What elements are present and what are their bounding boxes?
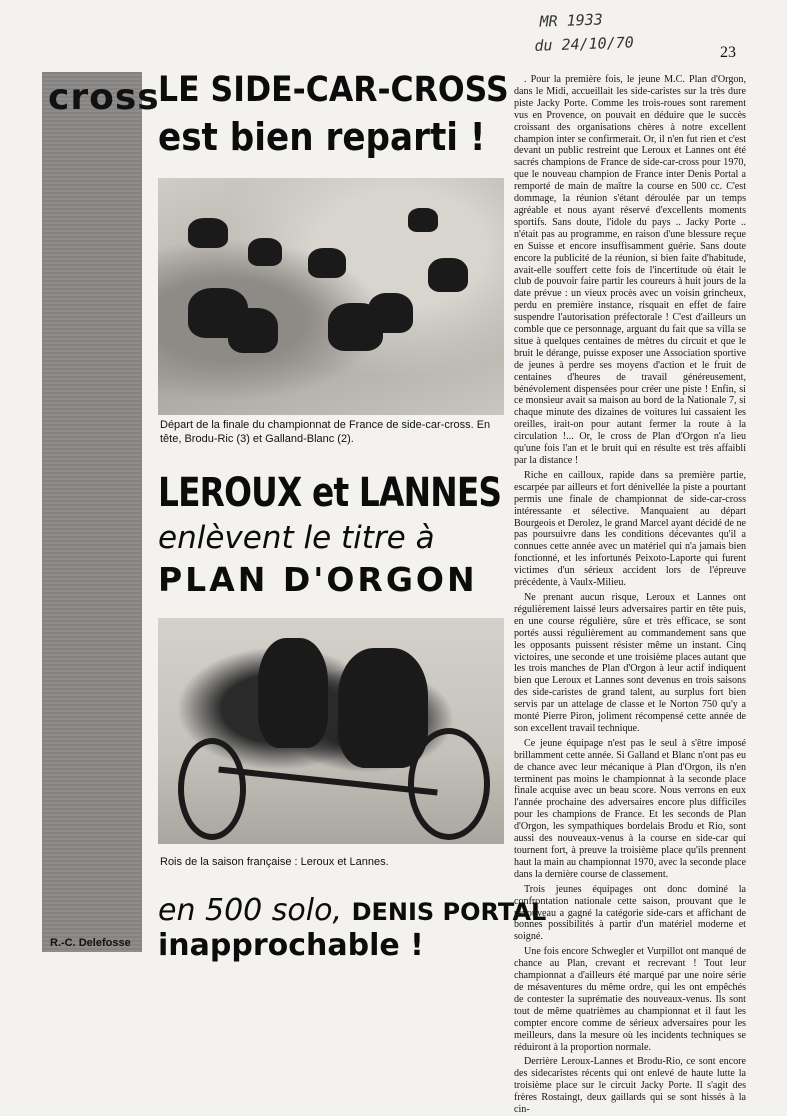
champions-sidecar-photo (158, 618, 504, 844)
headline-3-bold: DENIS PORTAL (351, 898, 547, 926)
photo-credit: R.-C. Delefosse (50, 937, 131, 949)
headline-2-line-1: LEROUX et LANNES (158, 470, 502, 516)
headline-2-line-2: enlèvent le titre à (158, 520, 435, 556)
photo-2-caption: Rois de la saison française : Leroux et Lannes. (160, 856, 389, 868)
headline-3-line-2: inapprochable ! (158, 928, 424, 963)
article-paragraph: Derrière Leroux-Lannes et Brodu-Rio, ce sont encore des sidecaristes récents qui ont enlevé de haute lutte la troisième place sur le circuit Jacky Porte. Il s'agit des frères Rostaingt, deux gaillards qui se sont hissés à la cin- (514, 1056, 746, 1116)
section-strip (42, 72, 142, 952)
article-paragraph: . Pour la première fois, le jeune M.C. Plan d'Orgon, dans le Midi, accueillait les side-caristes sur la très dure piste Jacky Porte. Comme les trois-roues sont rarement vus en Provence, on pouvait en déduire que le succès croissant des organisations chères à notre excellent champion inter se confirmerait. Or, il n'en fut rien et c'est devant un public restreint que Leroux et Lannes ont été sacrés champions de France de side-car-cross pour 1970, que le nouveau champion de France inter Denis Portal a remporté de main de maître la course en 500 cc. C'est dommage, la réunion s'étant déroulée par un temps agréable et nous ayant réservé d'excellents moments sportifs. Sans doute, l'idole du pays .. Jacky Porte .. n'était pas au programme, en raison d'une blessure reçue en Suisse et encore insuffisamment guérie. Sans doute encore la publicité de la réunion, si bien faite d'habitude, avait-elle souffert cette fois de l'incertitude où était le club de pouvoir faire partir les coureurs à huit jours de la date prévue : un vieux procès avec un voisin grincheux, perdu en première instance, risquait en effet de faire suspendre l'autorisation préfectorale ! C'est d'ailleurs un comble que ce personnage, arguant du fait que sa villa se situe à quelques centaines de mètres du circuit et que le bruit le dérange, puisse exposer une Association sportive de jeunes à perdre ses moyens d'action et le fruit de centaines d'heures de travail généreusement, bénévolement dispensées pour créer une piste ! Enfin, si ce monsieur avait sa maison au bord de la Nationale 7, si chaque minute des dizaines de voitures lui cassaient les oreilles, irait-on pour autant fermer la route à la circulation !... Or, le cross de Plan d'Orgon n'a lieu qu'une fois l'an et le bruit qui en résulte est très affaibli par la distance ! (514, 74, 746, 466)
headline-3-italic: en 500 solo, (158, 893, 343, 928)
annotation-line-1: MR 1933 (539, 10, 604, 31)
page-number: 23 (720, 44, 736, 61)
headline-1-line-1: LE SIDE-CAR-CROSS (158, 70, 509, 110)
article-paragraph: Ce jeune équipage n'est pas le seul à s'être imposé brillamment cette année. Si Galland et Blanc n'ont pas eu de chance avec leur mécanique à Plan d'Orgon, ils n'en terminent pas moins le championnat à la seconde place finale acquise avec un beau score. Nous verrons en eux l'année prochaine des adversaires encore plus difficiles pour les champions de France. Et les seconds de Plan d'Orgon, les sympathiques bordelais Brodu et Rio, sont aussi des nouveaux-venus à la course en side-car qui tournent fort, à preuve la troisième place qu'ils prennent haut la main au championnat 1970, avec la seconde place dans la dernière course de classement. (514, 737, 746, 880)
article-paragraph: Trois jeunes équipages ont donc dominé la confrontation nationale cette saison, prouvant que le renouveau a gagné la catégorie side-cars et affichant de bonnes possibilités à partir d'un matériel moderne et soigné. (514, 883, 746, 943)
article-paragraph: Ne prenant aucun risque, Leroux et Lannes ont régulièrement laissé leurs adversaires partir en tête puis, en une course régulière, sûre et très efficace, se sont portés aussi régulièrement au commandement sans que les opposants puissent résister même un instant. Cinq victoires, une seconde et une troisième places autant que les trois manches de Plan d'Orgon à leur actif indiquent bien que Leroux et Lannes sont devenus en trois saisons des side-caristes de grand talent, au surplus fort bien servis par un attelage de classe et le Norton 750 qu'y a monté Pierre Piron, joliment récompensé cette année de son excellent travail technique. (514, 591, 746, 734)
article-paragraph: Riche en cailloux, rapide dans sa première partie, escarpée par ailleurs et fort dénivellée la piste a pourtant permis une finale de championnat de side-car-cross intéressante et sélective. Manquaient au départ Bourgeois et Derolez, le grand Marcel ayant décidé de ne pas poursuivre dans les conditions décevantes qu'il a connues cette année avec un matériel qui n'a jamais bien fonctionné, et les infortunés Peixoto-Laporte qui furent victimes d'un sérieux accident lors de l'épreuve précédente, à Vaulx-Milieu. (514, 469, 746, 589)
annotation-line-2: du 24/10/70 (534, 33, 635, 55)
photo-1-caption: Départ de la finale du championnat de France de side-car-cross. En tête, Brodu-Ric (3) et Galland-Blanc (2). (160, 419, 491, 445)
headline-1-line-2: est bien reparti ! (158, 115, 486, 159)
handwritten-annotation (534, 6, 635, 57)
race-start-photo (158, 178, 504, 415)
section-label: cross (48, 77, 160, 118)
headline-2-line-3: PLAN D'ORGON (158, 560, 478, 599)
article-paragraph: Une fois encore Schwegler et Vurpillot ont manqué de chance au Plan, crevant et recrevant ! Tout leur championnat a d'ailleurs été marqué par une noire série de mésaventures du même ordre, qui les ont empêchés de contester la suprématie des nouveaux-venus. Ils sont tout de même quatrièmes au championnat et il faut les compter encore comme de sérieux adversaires pour les meilleurs, dans la mesure où les incidents techniques se réduiront à la proportion normale. (514, 946, 746, 1053)
article-body (514, 74, 746, 1116)
headline-3-line-1 (158, 893, 547, 928)
